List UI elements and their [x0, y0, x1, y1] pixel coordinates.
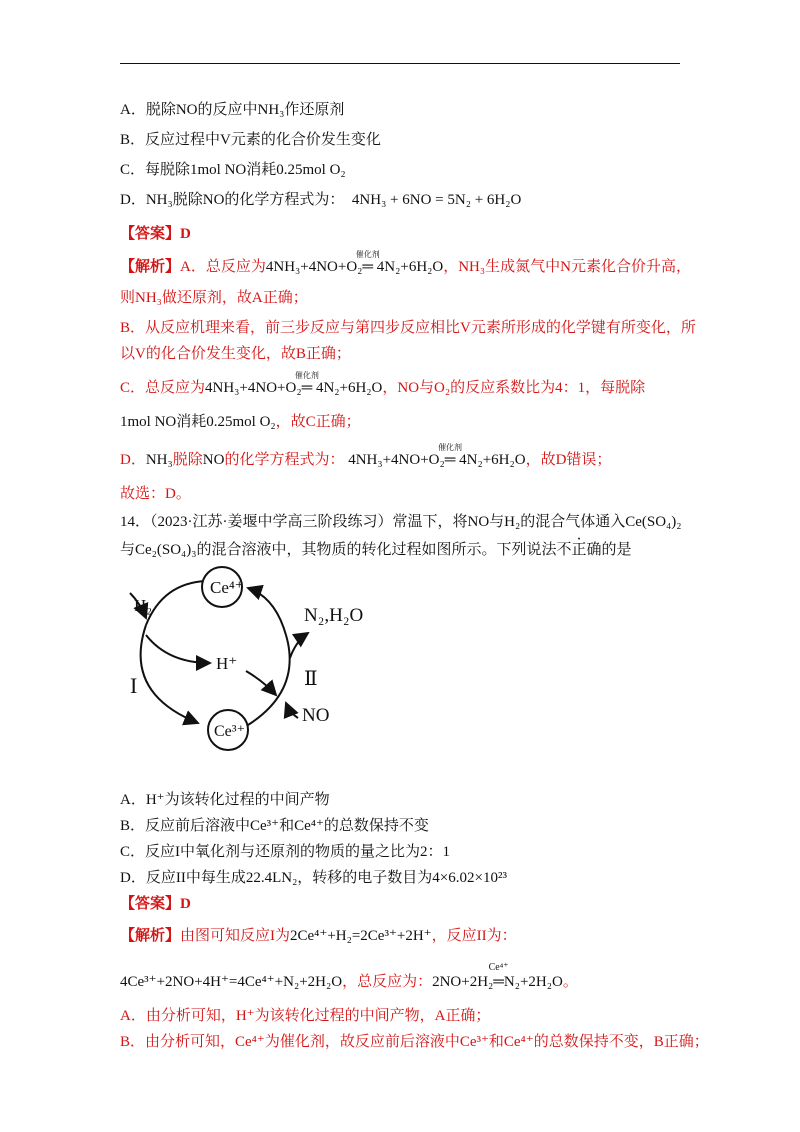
reaction-two-label: Ⅱ [304, 668, 318, 690]
ce4-label: Ce⁴⁺ [210, 578, 244, 597]
q14-option-c: C．反应I中氧化剂与还原剂的物质的量之比为2：1 [120, 844, 451, 860]
q14-analysis-text3: ，总反应为： [342, 974, 433, 990]
q13-a-eq-right: 4N₂+6H₂O [376, 259, 444, 275]
q13-analysis-c [120, 371, 646, 398]
q13-analysis-label: 【解析】 [120, 259, 181, 275]
h2-label: H₂ [134, 596, 153, 615]
q14-analysis-a: A．由分析可知，H⁺为该转化过程的中间产物，A正确； [120, 1008, 491, 1024]
q14-total-catalyst-arrow: Ce⁴⁺ ═ [493, 972, 504, 992]
q14-analysis-line1 [120, 926, 517, 946]
header-rule [120, 63, 680, 64]
q13-d-catalyst: 催化剂 [438, 443, 463, 452]
q13-d-nh3: NH₃ [145, 452, 173, 468]
q13-analysis-c-tail: ，NO与O₂的反应系数比为4：1，每脱除 [382, 380, 646, 396]
q13-option-d-text: NH₃脱除NO的化学方程式为： [145, 192, 345, 208]
q14-stem-line2-post: 的是 [601, 542, 632, 558]
q13-option-b: B．反应过程中V元素的化合价发生变化 [120, 132, 381, 148]
q13-analysis-a-text: A．总反应为 [180, 259, 266, 275]
q13-analysis-b-line2: 以V的化合价发生变化，故B正确； [120, 346, 351, 362]
q13-c-line2-tail: ，故C正确； [275, 414, 361, 430]
q13-a-eq-left: 4NH₃+4NO+O₂ [265, 259, 363, 275]
q14-option-d: D．反应II中每生成22.4LN₂，转移的电子数目为4×6.02×10²³ [120, 870, 507, 886]
q13-analysis-a [120, 250, 691, 277]
q13-analysis-a-tail: ，NH₃生成氮气中N元素化合价升高， [443, 259, 691, 275]
q13-analysis-b-line1: B．从反应机理来看，前三步反应与第四步反应相比V元素所形成的化学键有所变化，所 [120, 320, 696, 336]
q13-analysis-a-line2: 则NH₃做还原剂，故A正确； [120, 290, 308, 306]
q14-stem-emphasis: 不正确 [556, 542, 602, 558]
arrow-to-hplus [146, 635, 210, 663]
q13-conclusion: 故选：D。 [120, 486, 191, 502]
q14-analysis-text1: 由图可知反应I为 [180, 928, 291, 944]
q13-option-c: C．每脱除1mol NO消耗0.25mol O₂ [120, 162, 346, 178]
q13-option-d [120, 190, 521, 210]
q13-answer: 【答案】D [120, 226, 191, 242]
q13-d-eq-left: 4NH₃+4NO+O₂ [348, 452, 445, 468]
n2-outflow-arrow [290, 633, 308, 658]
q14-stem-line1: 14．（2023·江苏·姜堰中学高三阶段练习）常温下，将NO与H₂的混合气体通入Ce(SO₄)₂ [120, 514, 682, 530]
q14-analysis-b: B．由分析可知，Ce⁴⁺为催化剂，故反应前后溶液中Ce³⁺和Ce⁴⁺的总数保持不变，B正确； [120, 1034, 709, 1050]
q13-d-no: NO [202, 452, 225, 468]
q14-reaction-one-eq: 2Ce⁴⁺+H₂=2Ce³⁺+2H⁺ [290, 928, 432, 944]
q13-c-catalyst-arrow: 催化剂 ═ [302, 378, 313, 398]
q13-d-prefix: D． [120, 452, 146, 468]
q13-c-eq-left: 4NH₃+4NO+O₂ [205, 380, 302, 396]
q14-total-eq-left: 2NO+2H₂ [432, 974, 494, 990]
q13-option-d-equation: 4NH₃ + 6NO = 5N₂ + 6H₂O [351, 192, 522, 208]
q13-a-catalyst: 催化剂 [355, 250, 380, 259]
q13-c-line2-pre: 1mol NO消耗 [120, 414, 207, 430]
q13-c-eq-right: 4N₂+6H₂O [315, 380, 383, 396]
q13-option-a: A．脱除NO的反应中NH₃作还原剂 [120, 102, 345, 118]
q14-stem-line2-pre: 与Ce₂(SO₄)₃的混合溶液中，其物质的转化过程如图所示。下列说法 [120, 542, 557, 558]
ce-cycle-diagram [118, 563, 398, 763]
no-label: NO [302, 705, 330, 726]
q13-option-d-prefix: D． [120, 192, 146, 208]
arc-to-ce4 [146, 581, 206, 625]
q14-analysis-label: 【解析】 [120, 928, 181, 944]
q13-analysis-c-text: C．总反应为 [120, 380, 206, 396]
arrow-hplus-down [246, 671, 276, 695]
q14-analysis-end: 。 [562, 974, 578, 990]
q13-c-line2-amount: 0.25mol O₂ [206, 414, 276, 430]
q14-answer: 【答案】D [120, 896, 191, 912]
q14-stem-line2 [120, 540, 632, 560]
q14-option-b: B．反应前后溶液中Ce³⁺和Ce⁴⁺的总数保持不变 [120, 818, 429, 834]
arc-ce3-to-ce4 [248, 588, 290, 725]
q13-d-tail: ，故D错误； [525, 452, 612, 468]
no-inflow-arrow [286, 703, 298, 718]
q13-d-catalyst-arrow: 催化剂 ═ [445, 450, 456, 470]
reaction-one-label: I [130, 673, 138, 698]
hplus-label: H⁺ [216, 654, 238, 673]
q14-option-a: A．H⁺为该转化过程的中间产物 [120, 792, 330, 808]
q13-d-eq-right: 4N₂+6H₂O [459, 452, 526, 468]
q14-total-eq-right: N₂+2H₂O [503, 974, 563, 990]
q13-d-text: 的化学方程式为： [224, 452, 345, 468]
q13-d-mid: 脱除 [172, 452, 203, 468]
q14-reaction-two-eq: 4Ce³⁺+2NO+4H⁺=4Ce⁴⁺+N₂+2H₂O [120, 974, 343, 990]
q14-analysis-line2 [120, 962, 578, 992]
q13-analysis-d [120, 443, 612, 470]
q13-analysis-c-line2 [120, 412, 361, 432]
ce3-label: Ce³⁺ [214, 723, 246, 740]
q14-analysis-text2: ，反应II为： [431, 928, 517, 944]
q14-total-catalyst: Ce⁴⁺ [488, 962, 509, 973]
n2h2o-label: N₂,H₂O [304, 605, 364, 626]
q13-a-catalyst-arrow: 催化剂 ═ [362, 257, 373, 277]
q13-c-catalyst: 催化剂 [294, 371, 319, 380]
